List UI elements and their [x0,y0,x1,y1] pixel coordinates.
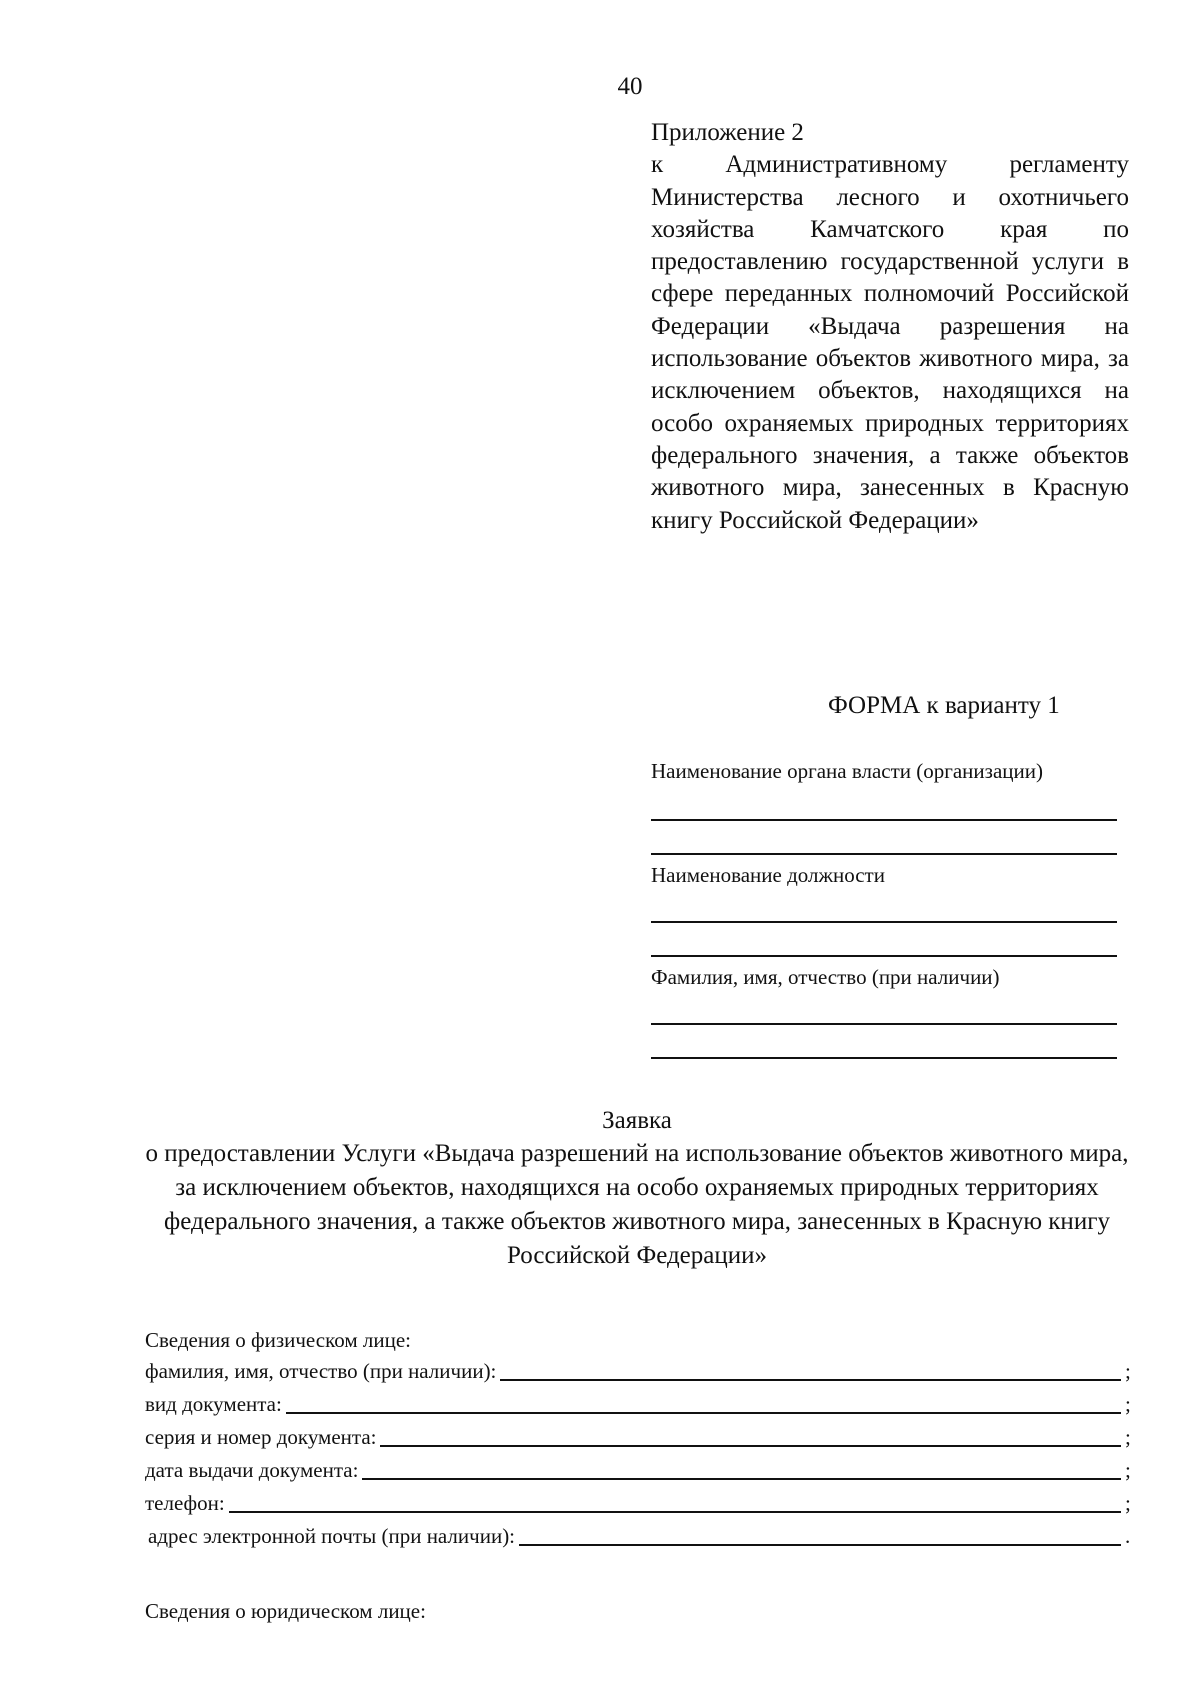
position-label: Наименование должности [651,863,885,887]
field-end: ; [1125,1392,1131,1416]
position-line-2[interactable] [651,923,1117,957]
request-title: Заявка [602,1107,672,1134]
phone-input-line[interactable] [229,1489,1121,1513]
field-label: дата выдачи документа: [145,1458,359,1482]
name-line-1[interactable] [651,991,1117,1025]
field-end: . [1125,1524,1131,1548]
appendix-title: Приложение 2 [651,119,804,146]
authority-line-1[interactable] [651,785,1117,821]
recipient-block [651,757,1121,1059]
document-number-input-line[interactable] [380,1423,1121,1447]
position-line-1[interactable] [651,889,1117,923]
field-label: серия и номер документа: [145,1425,377,1449]
name-label: Фамилия, имя, отчество (при наличии) [651,965,1000,989]
field-label: вид документа: [145,1392,282,1416]
individual-document-type-row [145,1390,1135,1418]
field-label: телефон: [145,1491,225,1515]
individual-email-row [148,1522,1135,1550]
full-name-input-line[interactable] [500,1357,1121,1381]
authority-line-2[interactable] [651,821,1117,855]
name-line-2[interactable] [651,1025,1117,1059]
individual-full-name-row [145,1357,1135,1385]
document-type-input-line[interactable] [286,1390,1121,1414]
appendix-block [651,117,1129,537]
form-variant-label: ФОРМА к варианту 1 [828,692,1060,719]
field-label: фамилия, имя, отчество (при наличии): [145,1359,497,1383]
legal-entity-heading: Сведения о юридическом лице: [145,1599,426,1623]
field-end: ; [1125,1491,1131,1515]
individual-phone-row [145,1489,1135,1517]
email-input-line[interactable] [519,1522,1121,1546]
individual-document-number-row [145,1423,1135,1451]
field-label: адрес электронной почты (при наличии): [148,1524,516,1548]
individual-heading: Сведения о физическом лице: [145,1328,411,1352]
appendix-text: к Административному регламенту Министерства лесного и охотничьего хозяйства Камчатского края по предоставлению государственной услуги в сфере переданных полномочий Российской Федерации «Выдача разрешения на использование объектов животного мира, за исключением объектов, находящихся на особо охраняемых природных территориях федерального значения, а также объектов животного мира, занесенных в Красную книгу Российской Федерации» [651,151,1129,534]
authority-label: Наименование органа власти (организации) [651,759,1043,783]
page-number: 40 [617,73,643,100]
field-end: ; [1125,1425,1131,1449]
field-end: ; [1125,1458,1131,1482]
individual-issue-date-row [145,1456,1135,1484]
field-end: ; [1125,1359,1131,1383]
request-subtitle: о предоставлении Услуги «Выдача разрешений на использование объектов животного мира, за исключением объектов, находящихся на особо охраняемых природных территориях федерального значения, а также объектов животного мира, занесенных в Красную книгу Российской Федерации» [145,1140,1129,1269]
issue-date-input-line[interactable] [362,1456,1121,1480]
